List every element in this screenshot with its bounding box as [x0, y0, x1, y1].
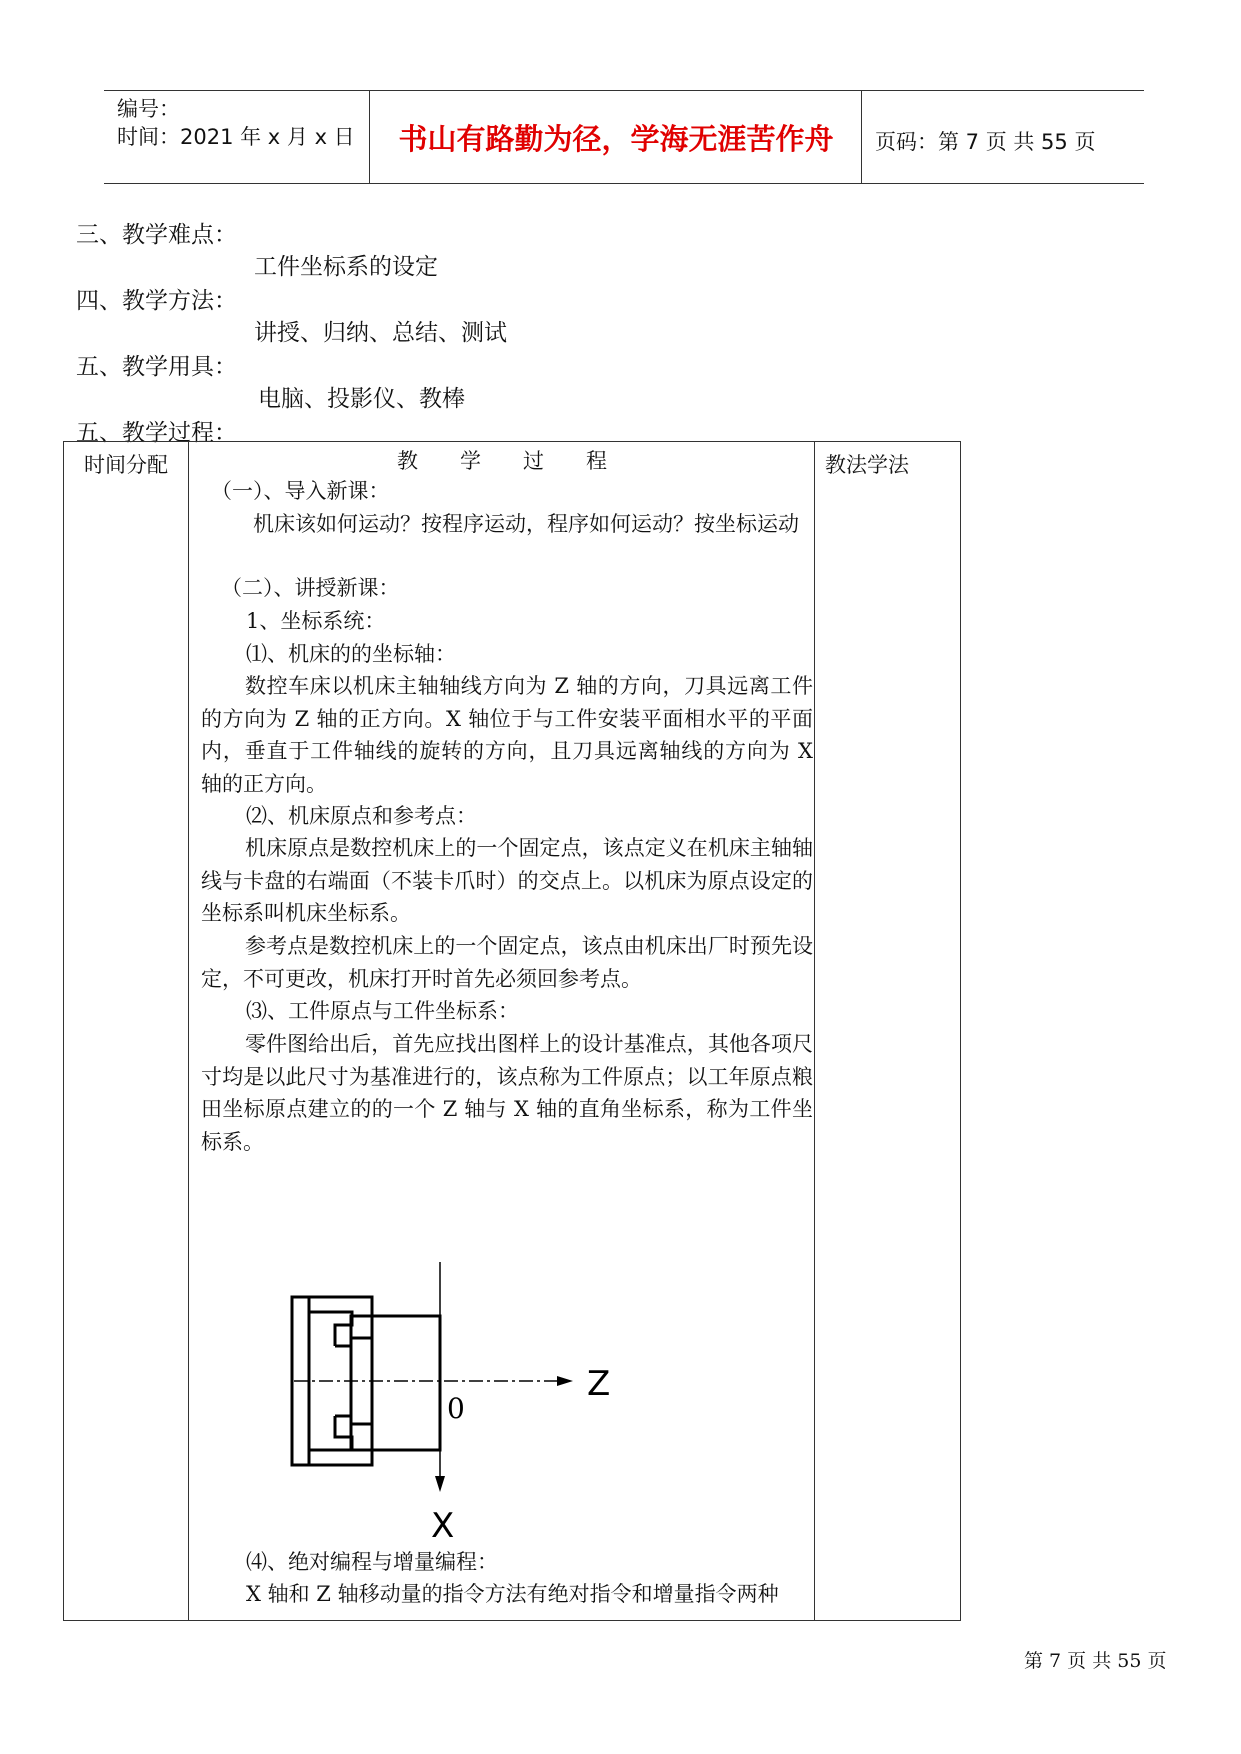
- para-absolute-incremental: X 轴和 Z 轴移动量的指令方法有绝对指令和增量指令两种: [246, 1582, 779, 1606]
- origin-label: 0: [447, 1392, 465, 1425]
- item-coordinate-system: 1、坐标系统：: [246, 609, 386, 633]
- tools-heading: 五、教学用具：: [76, 354, 237, 380]
- time-allocation-cell: [64, 442, 189, 1621]
- item-workpiece-origin: ⑶、工件原点与工件坐标系：: [246, 999, 519, 1023]
- item-origin-reference: ⑵、机床原点和参考点：: [246, 804, 477, 828]
- header-bottom-rule: [104, 183, 1144, 184]
- header-page-label: 页码：第 7 页 共 55 页: [875, 130, 1096, 154]
- header-number-label: 编号：: [117, 97, 180, 121]
- method-content: 讲授、归纳、总结、测试: [254, 320, 507, 346]
- intro-heading: （一）、导入新课：: [211, 479, 390, 503]
- workpiece-coordinate-diagram: [279, 1212, 639, 1546]
- item-machine-axes: ⑴、机床的的坐标轴：: [246, 642, 456, 666]
- col-method-header: 教法学法: [825, 453, 909, 477]
- intro-text: 机床该如何运动？按程序运动，程序如何运动？按坐标运动: [253, 512, 799, 536]
- item-absolute-incremental: ⑷、绝对编程与增量编程：: [246, 1550, 498, 1574]
- difficulty-heading: 三、教学难点：: [76, 222, 237, 248]
- teaching-method-cell: [815, 442, 961, 1621]
- para-machine-origin: 机床原点是数控机床上的一个固定点，该点定义在机床主轴轴线与卡盘的右端面（不装卡爪时）的交点上。以机床为原点设定的坐标系叫机床坐标系。: [201, 836, 813, 925]
- new-lesson-heading: （二）、讲授新课：: [221, 576, 400, 600]
- method-heading: 四、教学方法：: [76, 288, 237, 314]
- header-divider-left: [369, 90, 370, 183]
- z-axis-label: Z: [587, 1364, 611, 1404]
- process-cell: [189, 442, 815, 1621]
- para-reference-point: 参考点是数控机床上的一个固定点，该点由机床出厂时预先设定，不可更改，机床打开时首先必须回参考点。: [201, 934, 813, 991]
- header-top-rule: [104, 90, 1144, 91]
- header-motto: 书山有路勤为径，学海无涯苦作舟: [398, 122, 834, 156]
- page-footer: 第 7 页 共 55 页: [1024, 1650, 1167, 1672]
- teaching-process-table: [63, 441, 961, 1621]
- header-divider-right: [861, 90, 862, 183]
- workpiece-outline: [351, 1316, 440, 1450]
- difficulty-content: 工件坐标系的设定: [254, 254, 438, 280]
- process-heading: 五、教学过程：: [76, 420, 237, 446]
- para-machine-axes: 数控车床以机床主轴轴线方向为 Z 轴的方向，刀具远离工件的方向为 Z 轴的正方向。X 轴位于与工件安装平面相水平的平面内，垂直于工件轴线的旋转的方向，且刀具远离轴线的方向为 X 轴的正方向。: [201, 674, 813, 796]
- header-time-label: 时间：2021 年 x 月 x 日: [117, 125, 355, 149]
- tools-content: 电脑、投影仪、教棒: [258, 386, 465, 412]
- z-axis-arrowhead: [557, 1376, 573, 1386]
- col-process-header: 教 学 过 程: [397, 449, 607, 473]
- x-axis-arrowhead: [435, 1476, 445, 1492]
- para-workpiece-coordinate: 零件图给出后，首先应找出图样上的设计基准点，其他各项尺寸均是以此尺寸为基准进行的，该点称为工件原点；以工年原点粮田坐标原点建立的的一个 Z 轴与 X 轴的直角坐标系，称为工件坐标系。: [201, 1032, 813, 1154]
- x-axis-label: X: [431, 1506, 455, 1546]
- col-time-header: 时间分配: [84, 453, 168, 477]
